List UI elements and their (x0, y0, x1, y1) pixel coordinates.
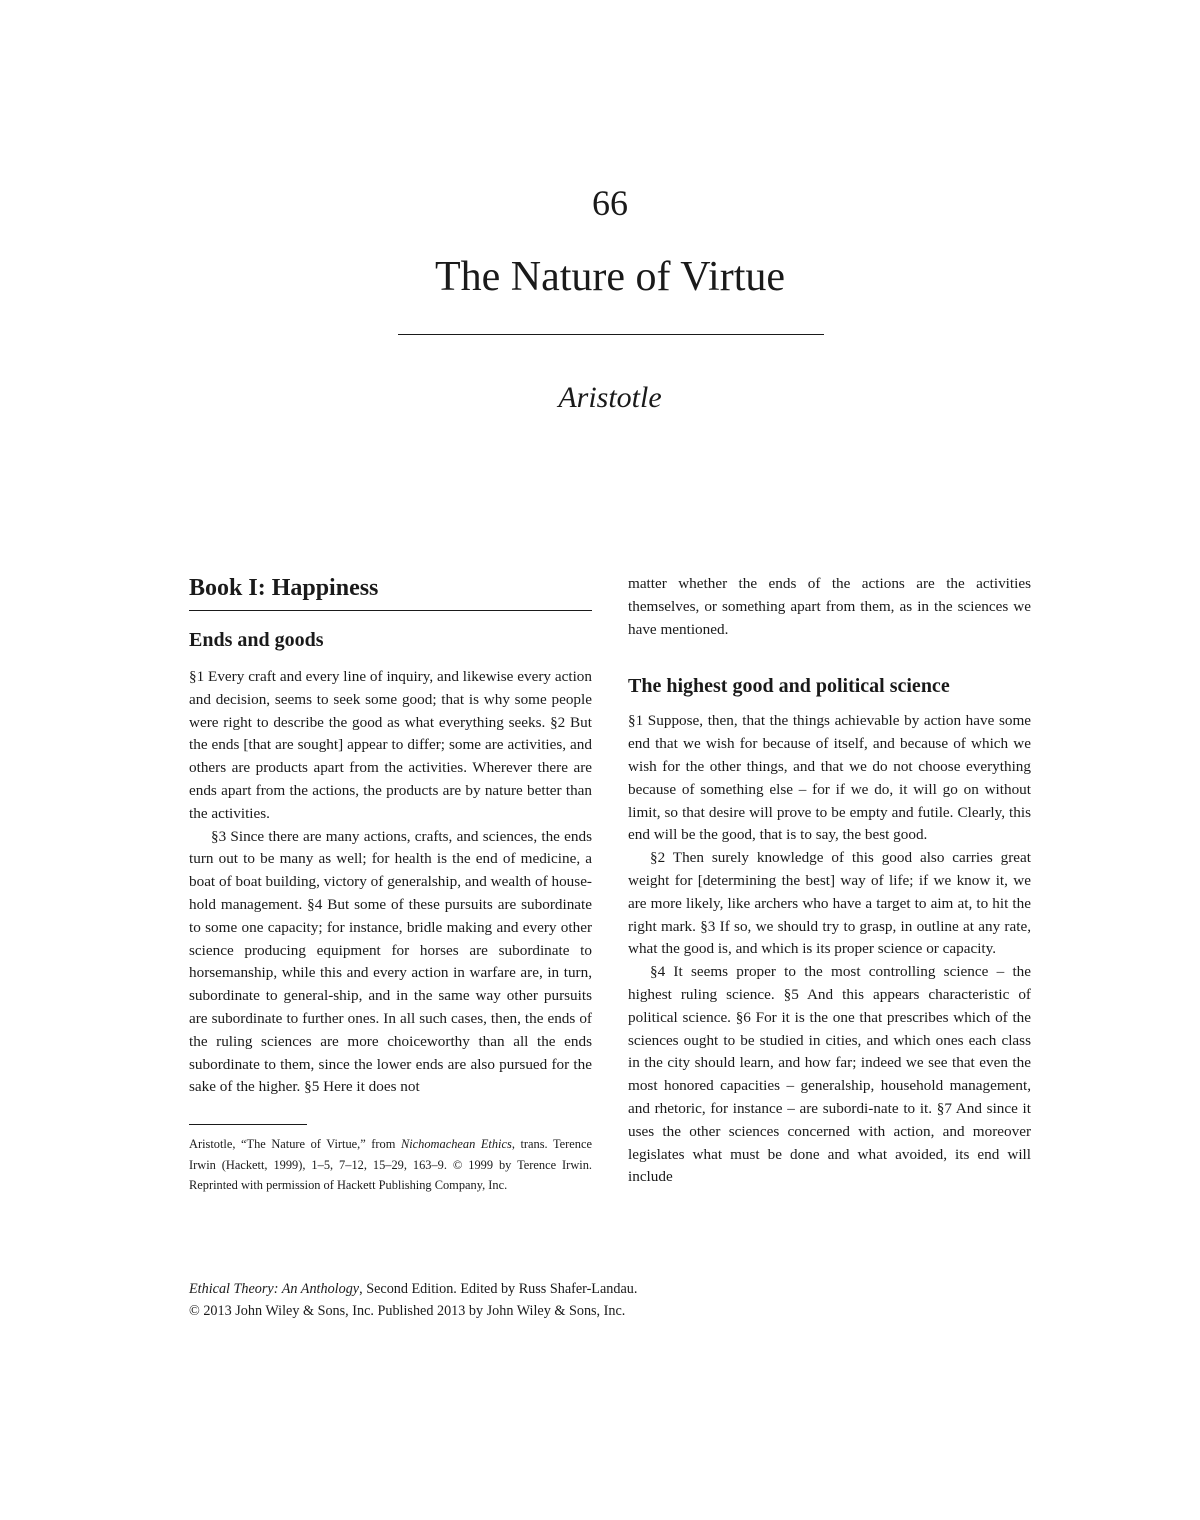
author-name: Aristotle (558, 381, 662, 414)
paragraph-continuation: matter whether the ends of the actions are the activities themselves, or something apart from them, as in the sciences we have mentioned. (628, 575, 1031, 638)
section-heading: Book I: Happiness (189, 572, 592, 611)
right-column (628, 573, 1031, 1189)
paragraph: §2 Then surely knowledge of this good also carries great weight for [determining the best] way of life; if we know it, we are more likely, like archers who have a target to aim at, to hit the right mark. §3 If so, we should try to grasp, in outline at any rate, what the good is, and which is its proper science or capacity. (628, 849, 1031, 958)
source-footnote (189, 1134, 592, 1196)
book-title: Ethical Theory: An Anthology (189, 1281, 360, 1297)
publisher-edition-line (189, 1278, 949, 1300)
footnote-text: Aristotle, “The Nature of Virtue,” from (189, 1137, 401, 1152)
copyright-line: © 2013 John Wiley & Sons, Inc. Published 2013 by John Wiley & Sons, Inc. (189, 1303, 626, 1319)
paragraph: §3 Since there are many actions, crafts, and sciences, the ends turn out to be many as well; for health is the end of medicine, a boat of boat building, victory of generalship, and wealth of house-hold management. §4 But some of these pursuits are subordinate to some one capacity; for instance, bridle making and every other science producing equipment for horses are subordinate to horsemanship, while this and every action in warfare are, in turn, subordinate to general-ship, and in the same way other pursuits are subordinate to further ones. In all such cases, then, the ends of the ruling sciences are more choiceworthy than all the ends subordinate to them, since the lower ends are also pursued for the sake of the higher. §5 Here it does not (189, 827, 592, 1096)
left-column (189, 572, 592, 1196)
edition-text: , Second Edition. Edited by Russ Shafer-Landau. (359, 1281, 638, 1297)
paragraph: §1 Suppose, then, that the things achievable by action have some end that we wish for because of itself, and because of which we wish for the other things, and that we do not choose everything because of something else – for if we do, it will go on without limit, so that desire will prove to be empty and futile. Clearly, this end will be the good, that is to say, the best good. (628, 712, 1031, 844)
chapter-number: 66 (592, 183, 628, 223)
publisher-info (189, 1278, 949, 1322)
paragraph: §1 Every craft and every line of inquiry, and likewise every action and decision, seems to seek some good; that is why some people were right to describe the good as what everything seeks. §2 But the ends [that are sought] appear to differ; some are activities, and others are products apart from the activities. Wherever there are ends apart from the actions, the products are by nature better than the activities. (189, 668, 592, 822)
subheading-highest-good: The highest good and political science (628, 675, 950, 698)
footnote-work-title: Nichomachean Ethics (400, 1137, 512, 1152)
paragraph: §4 It seems proper to the most controlling science – the highest ruling science. §5 And this appears characteristic of political science. §6 For it is the one that prescribes which of the sciences ought to be studied in cities, and which ones each class in the city should learn, and how far; indeed we see that even the most honored capacities – generalship, household management, and rhetoric, for instance – are subordi-nate to it. §7 And since it uses the other sciences concerned with action, and moreover legislates what must be done and what avoided, its end will include (628, 963, 1031, 1186)
footnote-divider (189, 1124, 307, 1125)
chapter-title: The Nature of Virtue (434, 254, 786, 300)
title-divider (398, 334, 824, 335)
subheading-ends-and-goods: Ends and goods (189, 629, 324, 651)
footnote-text: , trans. Terence Irwin (Hackett, 1999), 1–5, 7–12, 15–29, 163–9. © 1999 by Terence Irwin. Reprinted with permission of Hackett Publishing Company, Inc. (189, 1137, 592, 1193)
